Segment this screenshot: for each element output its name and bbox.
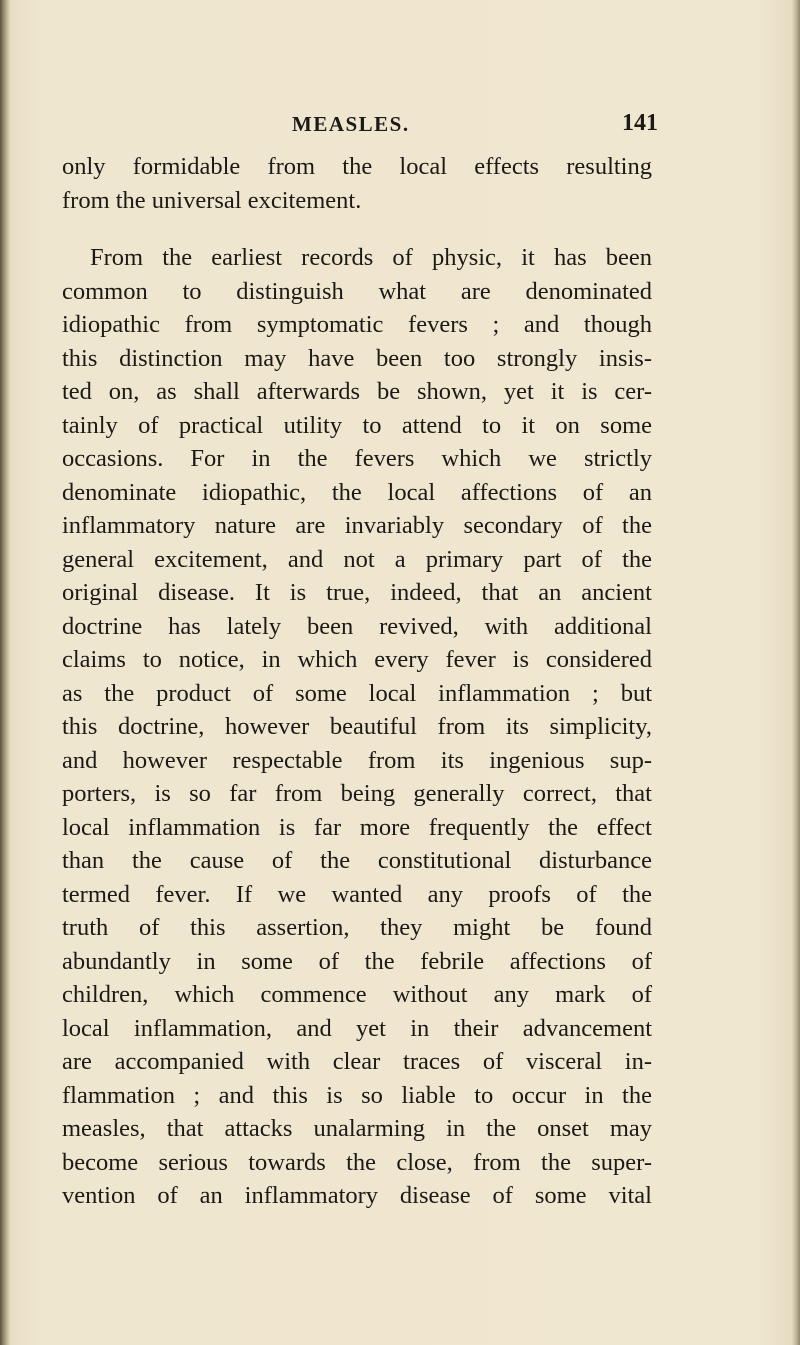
paragraph-1 bbox=[62, 150, 652, 217]
text-line: occasions. For in the fevers which we strictly bbox=[62, 445, 652, 472]
binding-shadow bbox=[0, 0, 10, 1345]
text-line: common to distinguish what are denominated bbox=[62, 277, 652, 305]
text-line: and however respectable from its ingenious sup- bbox=[62, 746, 652, 774]
text-line: denominate idiopathic, the local affections of an bbox=[62, 478, 652, 506]
text-line: tainly of practical utility to attend to it on some bbox=[62, 411, 652, 439]
text-line: this distinction may have been too strongly insis- bbox=[62, 344, 652, 372]
text-line: local inflammation, and yet in their advancement bbox=[62, 1014, 652, 1042]
text-line: general excitement, and not a primary part of the bbox=[62, 545, 652, 573]
text-line: than the cause of the constitutional disturbance bbox=[62, 847, 652, 874]
text-line: children, which commence without any mark of bbox=[62, 981, 652, 1008]
text-line: are accompanied with clear traces of visceral in- bbox=[62, 1048, 652, 1075]
text-line: measles, that attacks unalarming in the onset may bbox=[62, 1115, 652, 1142]
text-line: flammation ; and this is so liable to occur in the bbox=[62, 1081, 652, 1109]
page-edge bbox=[792, 0, 800, 1345]
text-line: from the universal excitement. bbox=[62, 186, 362, 214]
text-line: From the earliest records of physic, it has been bbox=[90, 244, 652, 271]
text-line: only formidable from the local effects resulting bbox=[62, 153, 652, 180]
page-number: 141 bbox=[622, 110, 658, 136]
text-line: this doctrine, however beautiful from its simplicity, bbox=[62, 713, 652, 740]
page-header bbox=[62, 102, 658, 136]
text-line: truth of this assertion, they might be found bbox=[62, 914, 652, 941]
text-line: become serious towards the close, from the super- bbox=[62, 1148, 652, 1176]
text-line: original disease. It is true, indeed, that an ancient bbox=[62, 579, 652, 606]
text-line: as the product of some local inflammation ; but bbox=[62, 679, 652, 707]
text-line: doctrine has lately been revived, with additional bbox=[62, 612, 652, 640]
text-line: ted on, as shall afterwards be shown, yet it is cer- bbox=[62, 378, 652, 405]
text-line: vention of an inflammatory disease of some vital bbox=[62, 1182, 652, 1209]
text-line: local inflammation is far more frequently the effect bbox=[62, 813, 652, 841]
text-line: abundantly in some of the febrile affections of bbox=[62, 947, 652, 975]
text-line: termed fever. If we wanted any proofs of the bbox=[62, 880, 652, 908]
body-text bbox=[62, 150, 652, 1213]
text-line: inflammatory nature are invariably secondary of the bbox=[62, 512, 652, 539]
running-head: MEASLES. bbox=[292, 112, 410, 136]
text-line: idiopathic from symptomatic fevers ; and though bbox=[62, 311, 652, 338]
text-line: porters, is so far from being generally correct, that bbox=[62, 780, 652, 807]
text-line: claims to notice, in which every fever is considered bbox=[62, 646, 652, 673]
paragraph-2 bbox=[62, 241, 652, 1213]
